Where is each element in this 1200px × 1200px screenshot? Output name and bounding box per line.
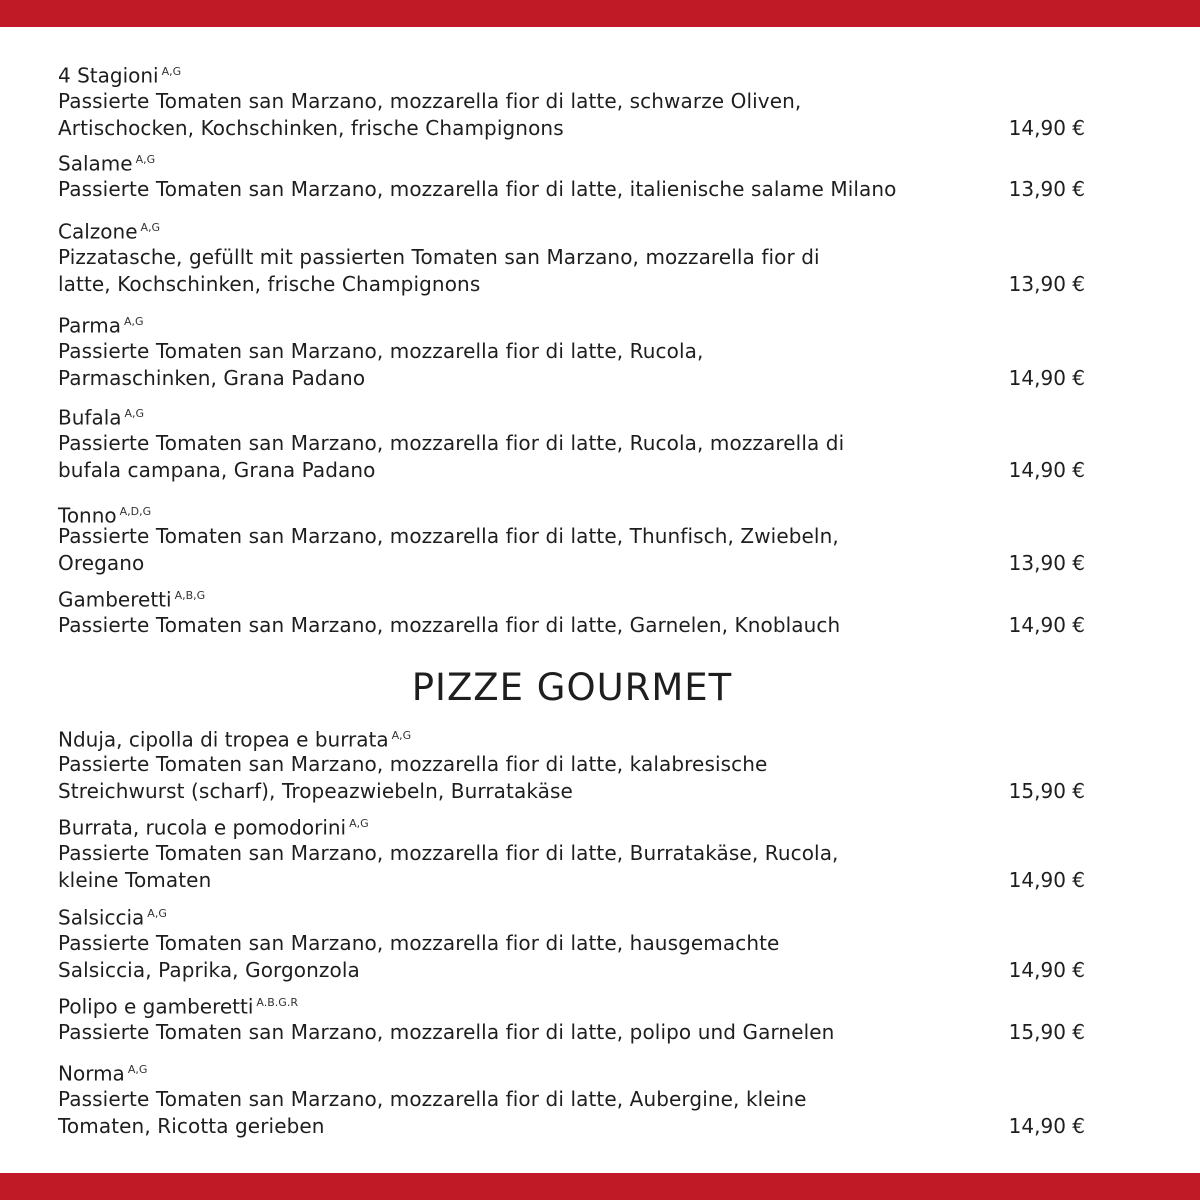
menu-item xyxy=(58,901,1088,982)
item-price: 14,90 € xyxy=(1008,366,1085,390)
menu-item xyxy=(58,147,1088,201)
item-description: Passierte Tomaten san Marzano, mozzarella fior di latte, italienische salame Milano xyxy=(58,177,897,201)
item-description: Passierte Tomaten san Marzano, mozzarella fior di latte, kalabresische Streichwurst (scharf), Tropeazwiebeln, Burratakäse xyxy=(58,752,768,803)
item-price: 13,90 € xyxy=(1008,551,1085,575)
item-description: Passierte Tomaten san Marzano, mozzarella fior di latte, Garnelen, Knoblauch xyxy=(58,613,841,637)
item-name: Nduja, cipolla di tropea e burrata $^{A,G}$ xyxy=(58,727,412,752)
item-description: Passierte Tomaten san Marzano, mozzarella fior di latte, polipo und Garnelen xyxy=(58,1020,835,1044)
bottom-red-bar xyxy=(0,1173,1200,1200)
item-description: Passierte Tomaten san Marzano, mozzarella fior di latte, Rucola, mozzarella di bufala campana, Grana Padano xyxy=(58,431,845,482)
item-name: Salame $^{A,G}$ xyxy=(58,151,156,176)
item-price: 15,90 € xyxy=(1008,779,1085,803)
item-price: 15,90 € xyxy=(1008,1020,1085,1044)
item-description: Passierte Tomaten san Marzano, mozzarella fior di latte, Burratakäse, Rucola, kleine Tomaten xyxy=(58,841,839,892)
item-price: 14,90 € xyxy=(1008,613,1085,637)
item-name: Salsiccia $^{A,G}$ xyxy=(58,905,167,930)
item-price: 14,90 € xyxy=(1008,1114,1085,1138)
top-red-bar xyxy=(0,0,1200,27)
item-name: Tonno $^{A,D,G}$ xyxy=(58,503,152,528)
item-description: Passierte Tomaten san Marzano, mozzarella fior di latte, hausgemachte Salsiccia, Paprika, Gorgonzola xyxy=(58,931,780,982)
item-price: 13,90 € xyxy=(1008,272,1085,296)
allergen-codes: A,G xyxy=(127,1063,148,1076)
allergen-codes: A,B,G xyxy=(174,589,206,602)
item-name: 4 Stagioni $^{A,G}$ xyxy=(58,63,182,88)
allergen-codes: A,G xyxy=(349,817,369,830)
item-price: 14,90 € xyxy=(1008,868,1085,892)
item-description: Passierte Tomaten san Marzano, mozzarella fior di latte, Aubergine, kleine Tomaten, Ricotta gerieben xyxy=(58,1087,807,1138)
menu-item xyxy=(58,309,1088,390)
item-description: Passierte Tomaten san Marzano, mozzarella fior di latte, Thunfisch, Zwiebeln, Oregano xyxy=(58,524,839,575)
menu-item xyxy=(58,723,1088,803)
item-name: Bufala $^{A,G}$ xyxy=(58,405,145,430)
item-price: 14,90 € xyxy=(1008,116,1085,140)
menu-item xyxy=(58,811,1088,892)
item-price: 14,90 € xyxy=(1008,958,1085,982)
menu-item xyxy=(58,215,1088,296)
item-description: Passierte Tomaten san Marzano, mozzarella fior di latte, schwarze Oliven, Artischocken, Kochschinken, frische Champignons xyxy=(58,89,802,140)
item-name: Burrata, rucola e pomodorini $^{A,G}$ xyxy=(58,815,369,840)
allergen-codes: A,G xyxy=(124,407,145,420)
allergen-codes: A,G xyxy=(147,907,167,920)
item-name: Calzone $^{A,G}$ xyxy=(58,219,161,244)
allergen-codes: A,G xyxy=(140,221,161,234)
item-description: Pizzatasche, gefüllt mit passierten Tomaten san Marzano, mozzarella fior di latte, Kochschinken, frische Champignons xyxy=(58,245,820,296)
allergen-codes: A,G xyxy=(391,729,412,742)
menu-item xyxy=(58,990,1088,1044)
allergen-codes: A,D,G xyxy=(119,505,152,518)
allergen-codes: A,G xyxy=(161,65,182,78)
item-price: 13,90 € xyxy=(1008,177,1085,201)
allergen-codes: A.B.G.R xyxy=(256,996,298,1009)
section-title: PIZZE GOURMET xyxy=(411,666,733,709)
item-name: Gamberetti $^{A,B,G}$ xyxy=(58,587,206,612)
item-name: Parma $^{A,G}$ xyxy=(58,313,144,338)
item-name: Polipo e gamberetti $^{A.B.G.R}$ xyxy=(58,994,298,1019)
item-name: Norma $^{A,G}$ xyxy=(58,1061,148,1086)
item-description: Passierte Tomaten san Marzano, mozzarella fior di latte, Rucola, Parmaschinken, Grana Padano xyxy=(58,339,704,390)
menu-item xyxy=(58,1057,1088,1138)
menu-item xyxy=(58,499,1088,575)
menu-item xyxy=(58,401,1088,482)
item-price: 14,90 € xyxy=(1008,458,1085,482)
menu-item xyxy=(58,59,1088,140)
allergen-codes: A,G xyxy=(135,153,156,166)
menu-item xyxy=(58,583,1088,637)
allergen-codes: A,G xyxy=(124,315,144,328)
